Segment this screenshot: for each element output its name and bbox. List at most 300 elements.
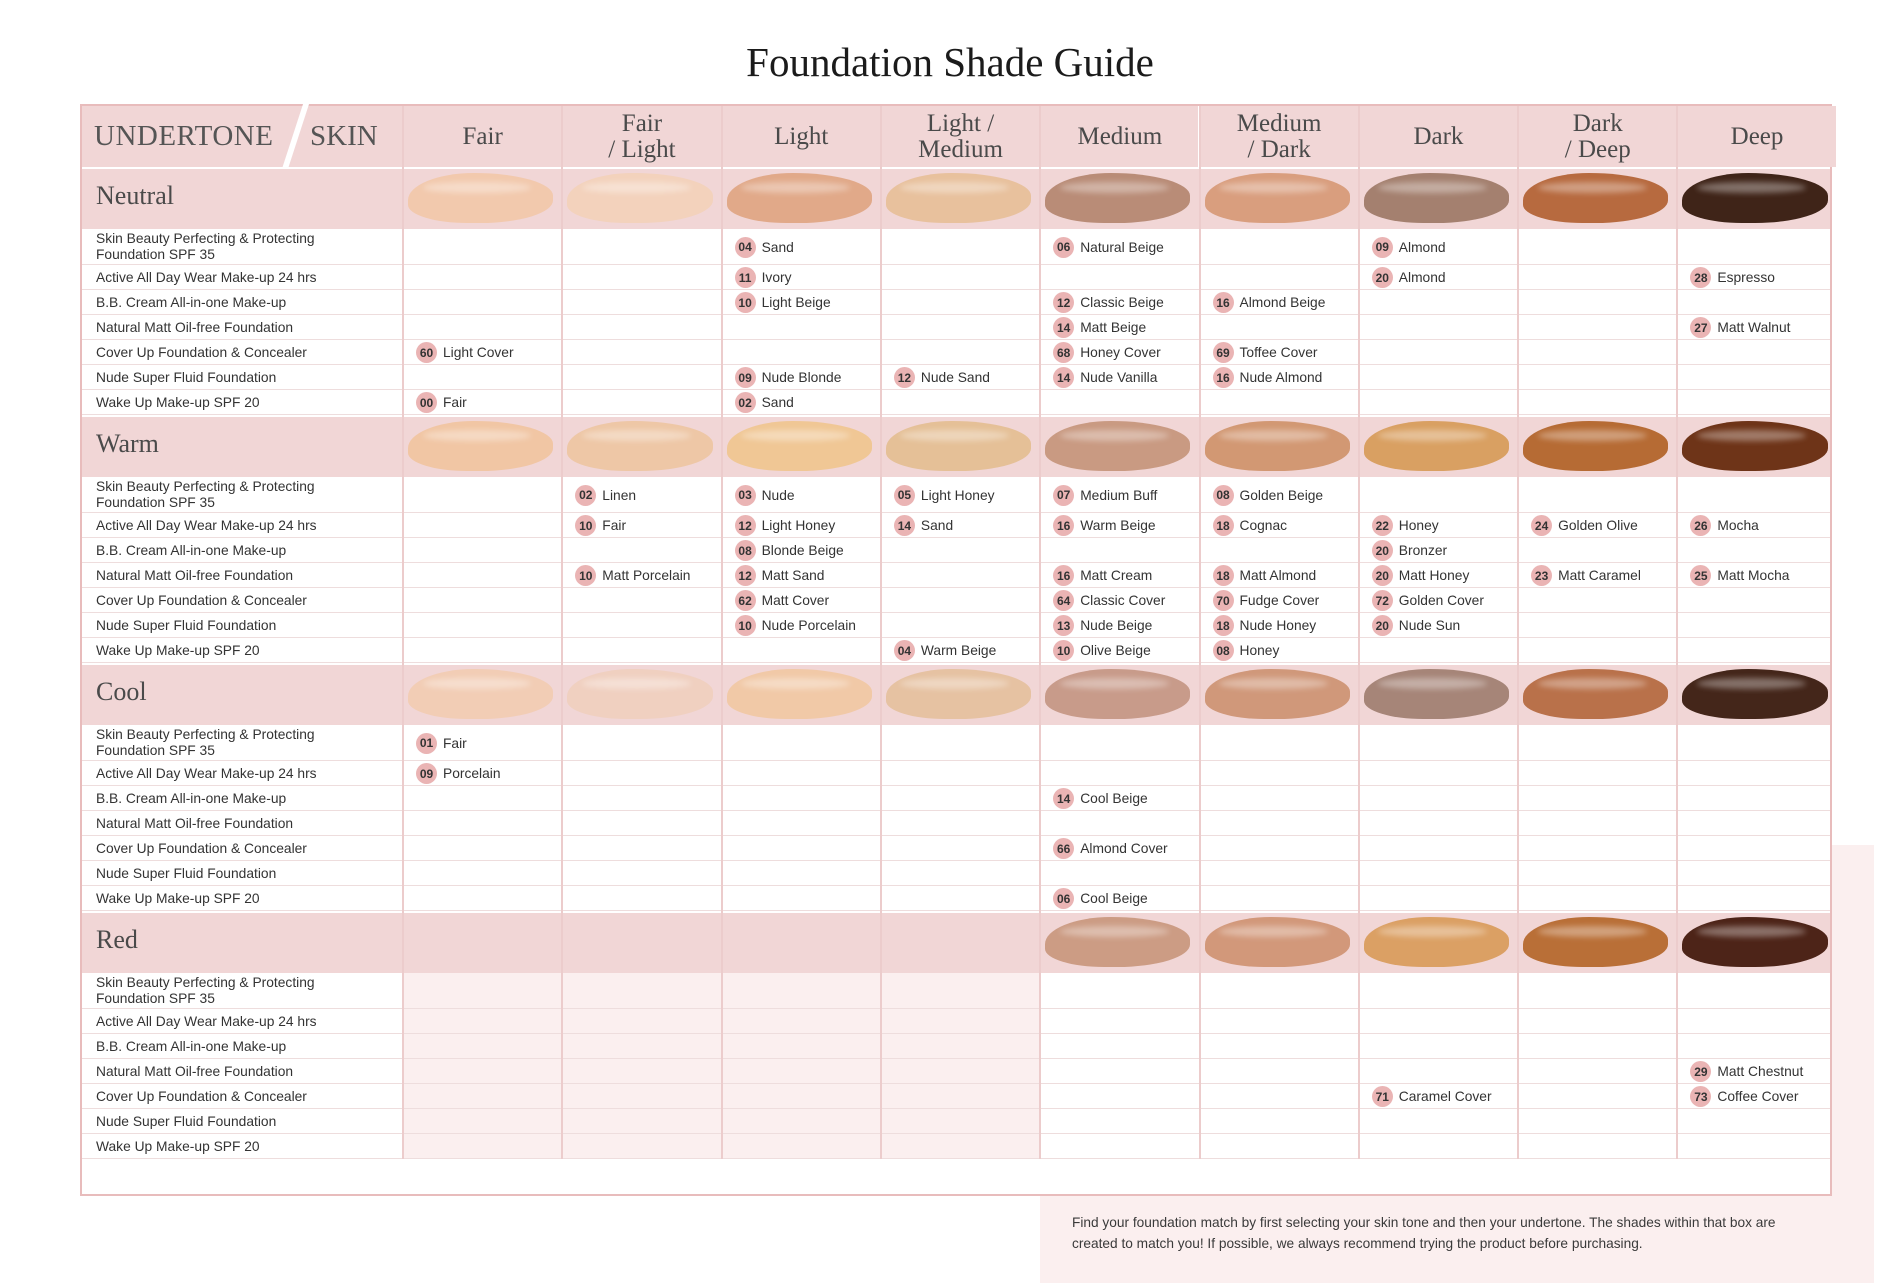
product-name: Active All Day Wear Make-up 24 hrs <box>96 766 317 781</box>
shade-swatch <box>1523 421 1668 471</box>
shade-number-badge: 66 <box>1053 838 1074 859</box>
product-name: Active All Day Wear Make-up 24 hrs <box>96 270 317 285</box>
shade-swatch <box>886 173 1031 223</box>
shade-entry <box>1053 515 1155 536</box>
product-name: Wake Up Make-up SPF 20 <box>96 395 260 410</box>
row-divider <box>82 760 1830 761</box>
shade-number-badge: 29 <box>1690 1061 1711 1082</box>
shade-number-badge: 13 <box>1053 615 1074 636</box>
column-header <box>563 106 720 167</box>
shade-entry <box>1053 788 1148 809</box>
shade-name: Sand <box>920 518 954 533</box>
shade-number-badge: 16 <box>1053 515 1074 536</box>
shade-name: Matt Cream <box>1080 568 1153 583</box>
shade-name: Toffee Cover <box>1239 345 1318 360</box>
shade-swatch <box>1205 173 1350 223</box>
column-header <box>1519 106 1676 167</box>
shade-name: Almond Beige <box>1239 295 1326 310</box>
shade-swatch <box>1523 917 1668 967</box>
shade-swatch <box>886 669 1031 719</box>
shade-swatch <box>727 669 872 719</box>
shade-name: Light Honey <box>761 518 836 533</box>
shade-number-badge: 16 <box>1213 367 1234 388</box>
product-name: Cover Up Foundation & Concealer <box>96 345 307 360</box>
shade-entry <box>1053 237 1164 258</box>
shade-name: Fair <box>443 735 467 751</box>
shade-number-badge: 10 <box>575 515 596 536</box>
shade-number-badge: 04 <box>735 237 756 258</box>
shade-name: Almond <box>1398 270 1446 285</box>
shade-entry <box>575 515 626 536</box>
shade-swatch <box>1682 173 1827 223</box>
shade-number-badge: 62 <box>735 590 756 611</box>
shade-name: Golden Olive <box>1558 518 1638 533</box>
shade-name: Mocha <box>1717 518 1759 533</box>
shade-entry <box>1053 838 1167 859</box>
shade-name: Cool Beige <box>1080 891 1148 906</box>
shade-name: Nude Blonde <box>761 370 842 385</box>
shade-entry <box>1690 267 1775 288</box>
shade-number-badge: 12 <box>735 565 756 586</box>
shade-number-badge: 23 <box>1531 565 1552 586</box>
shade-number-badge: 06 <box>1053 888 1074 909</box>
shade-entry <box>735 485 795 506</box>
shade-number-badge: 60 <box>416 342 437 363</box>
shade-swatch <box>1045 421 1190 471</box>
shade-name: Matt Porcelain <box>602 568 691 583</box>
skin-label: SKIN <box>310 120 378 152</box>
shade-number-badge: 24 <box>1531 515 1552 536</box>
shade-entry <box>1053 640 1151 661</box>
shade-number-badge: 03 <box>735 485 756 506</box>
shade-number-badge: 09 <box>1372 237 1393 258</box>
shade-entry <box>1372 1086 1492 1107</box>
shade-entry <box>1690 565 1789 586</box>
shade-entry <box>1213 485 1324 506</box>
shade-entry <box>416 763 501 784</box>
shade-number-badge: 20 <box>1372 615 1393 636</box>
shade-number-badge: 16 <box>1213 292 1234 313</box>
column-divider <box>402 106 404 1159</box>
column-divider <box>1039 106 1041 1159</box>
shade-entry <box>575 565 690 586</box>
shade-number-badge: 10 <box>1053 640 1074 661</box>
shade-entry <box>1213 367 1323 388</box>
shade-swatch <box>1523 173 1668 223</box>
shade-name: Golden Cover <box>1398 593 1484 608</box>
shade-name: Light Beige <box>761 295 831 310</box>
shade-swatch <box>408 173 553 223</box>
shade-swatch <box>1364 917 1509 967</box>
shade-number-badge: 72 <box>1372 590 1393 611</box>
shade-number-badge: 02 <box>575 485 596 506</box>
shade-swatch <box>1045 669 1190 719</box>
shade-number-badge: 69 <box>1213 342 1234 363</box>
shade-swatch <box>408 669 553 719</box>
shade-name: Matt Almond <box>1239 568 1317 583</box>
shade-swatch <box>1364 173 1509 223</box>
shade-entry <box>735 237 794 258</box>
column-header <box>882 106 1039 167</box>
page-title: Foundation Shade Guide <box>746 39 1154 85</box>
shade-swatch <box>1205 669 1350 719</box>
row-divider <box>82 512 1830 513</box>
shade-entry <box>1690 515 1758 536</box>
shade-name: Nude Almond <box>1239 370 1323 385</box>
product-name: Nude Super Fluid Foundation <box>96 370 277 385</box>
column-divider <box>1517 106 1519 1159</box>
shade-number-badge: 70 <box>1213 590 1234 611</box>
product-name: Cover Up Foundation & Concealer <box>96 593 307 608</box>
shade-entry <box>735 615 856 636</box>
row-divider <box>82 414 1830 415</box>
shade-entry <box>1213 565 1317 586</box>
shade-name: Matt Honey <box>1398 568 1470 583</box>
shade-entry <box>1213 640 1280 661</box>
shade-number-badge: 09 <box>416 763 437 784</box>
shade-name: Light Cover <box>443 345 514 360</box>
shade-swatch <box>886 421 1031 471</box>
shade-name: Nude Porcelain <box>761 618 856 633</box>
row-divider <box>82 339 1830 340</box>
column-header-label: Deep <box>1730 122 1784 150</box>
row-divider <box>82 1058 1830 1059</box>
shade-number-badge: 09 <box>735 367 756 388</box>
column-header <box>1201 106 1358 167</box>
shade-number-badge: 22 <box>1372 515 1393 536</box>
shade-entry <box>1053 317 1146 338</box>
shade-name: Porcelain <box>443 766 501 781</box>
shade-name: Fair <box>443 395 467 410</box>
shade-number-badge: 20 <box>1372 267 1393 288</box>
shade-entry <box>1690 1086 1798 1107</box>
shade-name: Nude Sand <box>920 370 990 385</box>
shade-swatch <box>1682 917 1827 967</box>
shade-number-badge: 20 <box>1372 540 1393 561</box>
column-divider <box>1199 106 1201 1159</box>
shade-entry <box>1213 590 1320 611</box>
shade-entry <box>1372 540 1447 561</box>
shade-number-badge: 27 <box>1690 317 1711 338</box>
shade-entry <box>1372 615 1460 636</box>
shade-entry <box>1372 590 1484 611</box>
shade-entry <box>894 515 953 536</box>
shade-entry <box>735 267 792 288</box>
shade-name: Sand <box>761 395 794 410</box>
product-name: Natural Matt Oil-free Foundation <box>96 816 294 831</box>
product-name: Wake Up Make-up SPF 20 <box>96 643 260 658</box>
shade-entry <box>1531 565 1641 586</box>
shade-entry <box>1053 615 1152 636</box>
row-divider <box>82 810 1830 811</box>
shade-name: Almond <box>1398 239 1446 255</box>
shade-number-badge: 20 <box>1372 565 1393 586</box>
shade-name: Honey <box>1239 643 1280 658</box>
shade-name: Matt Walnut <box>1717 320 1791 335</box>
shade-number-badge: 18 <box>1213 615 1234 636</box>
shade-entry <box>416 342 514 363</box>
product-name: Cover Up Foundation & Concealer <box>96 841 307 856</box>
shade-number-badge: 12 <box>735 515 756 536</box>
shade-number-badge: 07 <box>1053 485 1074 506</box>
column-header <box>1360 106 1517 167</box>
shade-name: Nude <box>761 487 795 503</box>
row-divider <box>82 289 1830 290</box>
shade-number-badge: 02 <box>735 392 756 413</box>
row-divider <box>82 587 1830 588</box>
shade-entry <box>894 367 990 388</box>
shade-entry <box>416 392 467 413</box>
shade-swatch <box>567 173 712 223</box>
column-header-label: Light <box>774 122 829 150</box>
shade-swatch <box>1682 669 1827 719</box>
shade-name: Warm Beige <box>1080 518 1156 533</box>
shade-number-badge: 12 <box>1053 292 1074 313</box>
product-name: Skin Beauty Perfecting & Protecting Foundation SPF 35 <box>96 975 315 1006</box>
shade-number-badge: 08 <box>735 540 756 561</box>
shade-name: Matt Beige <box>1080 320 1147 335</box>
shade-swatch <box>1682 421 1827 471</box>
shade-entry <box>735 565 825 586</box>
shade-entry <box>1053 292 1164 313</box>
shade-swatch <box>1045 917 1190 967</box>
row-divider <box>82 1033 1830 1034</box>
row-divider <box>82 662 1830 663</box>
shade-name: Blonde Beige <box>761 543 844 558</box>
product-name: Wake Up Make-up SPF 20 <box>96 891 260 906</box>
row-divider <box>82 1158 1830 1159</box>
shade-entry <box>1690 317 1790 338</box>
shade-number-badge: 06 <box>1053 237 1074 258</box>
product-name: Nude Super Fluid Foundation <box>96 1114 277 1129</box>
shade-number-badge: 14 <box>894 515 915 536</box>
shade-name: Medium Buff <box>1080 487 1158 503</box>
shade-swatch <box>1205 917 1350 967</box>
shade-number-badge: 04 <box>894 640 915 661</box>
shade-name: Linen <box>602 487 637 503</box>
shade-entry <box>1690 1061 1803 1082</box>
shade-number-badge: 14 <box>1053 317 1074 338</box>
column-header <box>723 106 880 167</box>
shade-name: Caramel Cover <box>1398 1089 1492 1104</box>
undertone-label: Warm <box>96 429 159 458</box>
product-name: Skin Beauty Perfecting & Protecting Foundation SPF 35 <box>96 479 315 510</box>
shade-name: Cool Beige <box>1080 791 1148 806</box>
shade-name: Matt Cover <box>761 593 830 608</box>
shade-entry <box>1053 367 1157 388</box>
shade-number-badge: 05 <box>894 485 915 506</box>
shade-swatch <box>727 421 872 471</box>
shade-number-badge: 14 <box>1053 367 1074 388</box>
shade-name: Matt Mocha <box>1717 568 1790 583</box>
row-divider <box>82 264 1830 265</box>
shade-name: Nude Vanilla <box>1080 370 1158 385</box>
shade-entry <box>1053 888 1148 909</box>
shade-name: Golden Beige <box>1239 487 1324 503</box>
shade-number-badge: 01 <box>416 733 437 754</box>
column-divider <box>561 106 563 1159</box>
undertone-label: UNDERTONE <box>94 120 274 152</box>
shade-entry <box>735 292 831 313</box>
product-name: Nude Super Fluid Foundation <box>96 618 277 633</box>
shade-entry <box>1213 342 1318 363</box>
shade-entry <box>894 640 996 661</box>
shade-name: Nude Sun <box>1398 618 1461 633</box>
shade-number-badge: 10 <box>735 292 756 313</box>
product-name: Natural Matt Oil-free Foundation <box>96 320 294 335</box>
undertone-label: Cool <box>96 677 147 706</box>
shade-entry <box>735 590 829 611</box>
shade-swatch <box>727 173 872 223</box>
shade-name: Matt Caramel <box>1558 568 1641 583</box>
shade-name: Nude Beige <box>1080 618 1153 633</box>
product-name: Cover Up Foundation & Concealer <box>96 1089 307 1104</box>
shade-number-badge: 28 <box>1690 267 1711 288</box>
product-name: B.B. Cream All-in-one Make-up <box>96 791 287 806</box>
shade-entry <box>1213 292 1326 313</box>
shade-number-badge: 16 <box>1053 565 1074 586</box>
row-divider <box>82 537 1830 538</box>
shade-name: Cognac <box>1239 518 1288 533</box>
shade-name: Espresso <box>1717 270 1775 285</box>
shade-swatch <box>567 421 712 471</box>
column-header-label: Fair / Light <box>608 109 676 163</box>
row-divider <box>82 860 1830 861</box>
shade-number-badge: 10 <box>735 615 756 636</box>
shade-number-badge: 08 <box>1213 640 1234 661</box>
shade-name: Coffee Cover <box>1717 1089 1799 1104</box>
product-name: Active All Day Wear Make-up 24 hrs <box>96 1014 317 1029</box>
shade-number-badge: 10 <box>575 565 596 586</box>
shade-name: Classic Cover <box>1080 593 1166 608</box>
product-name: B.B. Cream All-in-one Make-up <box>96 295 287 310</box>
row-divider <box>82 389 1830 390</box>
shade-name: Fair <box>602 518 627 533</box>
shade-name: Almond Cover <box>1080 841 1168 856</box>
shade-number-badge: 18 <box>1213 565 1234 586</box>
row-divider <box>82 637 1830 638</box>
product-name: Nude Super Fluid Foundation <box>96 866 277 881</box>
shade-swatch <box>408 421 553 471</box>
shade-entry <box>735 515 836 536</box>
shade-name: Warm Beige <box>920 643 997 658</box>
product-name: Skin Beauty Perfecting & Protecting Foundation SPF 35 <box>96 231 315 262</box>
column-header <box>1678 106 1835 167</box>
shade-name: Classic Beige <box>1080 295 1164 310</box>
shade-name: Matt Sand <box>761 568 825 583</box>
shade-entry <box>1053 342 1161 363</box>
shade-entry <box>1531 515 1638 536</box>
shade-entry <box>575 485 636 506</box>
shade-name: Sand <box>761 239 794 255</box>
shade-entry <box>1372 565 1470 586</box>
shade-entry <box>1372 515 1439 536</box>
column-header-label: Dark <box>1413 122 1464 150</box>
shade-number-badge: 68 <box>1053 342 1074 363</box>
column-header-label: Medium <box>1077 122 1163 150</box>
row-divider <box>82 1083 1830 1084</box>
shade-name: Ivory <box>761 270 792 285</box>
corner-divider <box>281 104 309 172</box>
shade-entry <box>1053 565 1152 586</box>
shade-entry <box>1053 485 1157 506</box>
shade-entry <box>1213 515 1288 536</box>
shade-name: Natural Beige <box>1080 239 1164 255</box>
undertone-label: Neutral <box>96 181 174 210</box>
shade-table <box>80 104 1832 1196</box>
row-divider <box>82 1008 1830 1009</box>
shade-entry <box>735 540 844 561</box>
row-divider <box>82 835 1830 836</box>
column-divider <box>721 106 723 1159</box>
shade-name: Matt Chestnut <box>1717 1064 1804 1079</box>
note-text: Find your foundation match by first selecting your skin tone and then your undertone. The shades within that box are created to match you! If possible, we always recommend trying the product before purchasing. <box>1072 1215 1776 1251</box>
shade-number-badge: 71 <box>1372 1086 1393 1107</box>
product-name: Active All Day Wear Make-up 24 hrs <box>96 518 317 533</box>
shade-number-badge: 11 <box>735 267 756 288</box>
shade-number-badge: 00 <box>416 392 437 413</box>
shade-entry <box>894 485 995 506</box>
product-name: Wake Up Make-up SPF 20 <box>96 1139 260 1154</box>
product-name: Natural Matt Oil-free Foundation <box>96 568 294 583</box>
shade-name: Fudge Cover <box>1239 593 1320 608</box>
shade-name: Light Honey <box>920 487 995 503</box>
product-name: B.B. Cream All-in-one Make-up <box>96 1039 287 1054</box>
shade-entry <box>416 733 467 754</box>
undertone-label: Red <box>96 925 138 954</box>
shade-swatch <box>1523 669 1668 719</box>
shade-swatch <box>1045 173 1190 223</box>
row-divider <box>82 364 1830 365</box>
shade-swatch <box>1364 669 1509 719</box>
product-name: Natural Matt Oil-free Foundation <box>96 1064 294 1079</box>
shade-entry <box>735 367 842 388</box>
row-divider <box>82 1108 1830 1109</box>
column-header <box>1041 106 1198 167</box>
shade-entry <box>1372 267 1446 288</box>
shade-entry <box>1053 590 1165 611</box>
row-divider <box>82 562 1830 563</box>
shade-number-badge: 08 <box>1213 485 1234 506</box>
shade-name: Olive Beige <box>1080 643 1151 658</box>
shade-number-badge: 64 <box>1053 590 1074 611</box>
shade-number-badge: 12 <box>894 367 915 388</box>
row-divider <box>82 314 1830 315</box>
column-divider <box>1358 106 1360 1159</box>
shade-number-badge: 26 <box>1690 515 1711 536</box>
shade-entry <box>1213 615 1317 636</box>
row-divider <box>82 785 1830 786</box>
shade-swatch <box>567 669 712 719</box>
row-divider <box>82 885 1830 886</box>
column-header-label: Medium / Dark <box>1236 109 1322 163</box>
row-divider <box>82 612 1830 613</box>
column-header-label: Fair <box>462 122 503 150</box>
column-header-label: Light / Medium <box>918 109 1003 163</box>
shade-number-badge: 73 <box>1690 1086 1711 1107</box>
row-divider <box>82 1133 1830 1134</box>
shade-number-badge: 25 <box>1690 565 1711 586</box>
column-header <box>404 106 561 167</box>
shade-name: Bronzer <box>1398 543 1448 558</box>
header-corner <box>82 106 402 167</box>
shade-entry <box>735 392 794 413</box>
product-name: B.B. Cream All-in-one Make-up <box>96 543 287 558</box>
shade-name: Honey <box>1398 518 1439 533</box>
shade-name: Honey Cover <box>1080 345 1161 360</box>
column-header-label: Dark / Deep <box>1564 109 1631 163</box>
row-divider <box>82 910 1830 911</box>
